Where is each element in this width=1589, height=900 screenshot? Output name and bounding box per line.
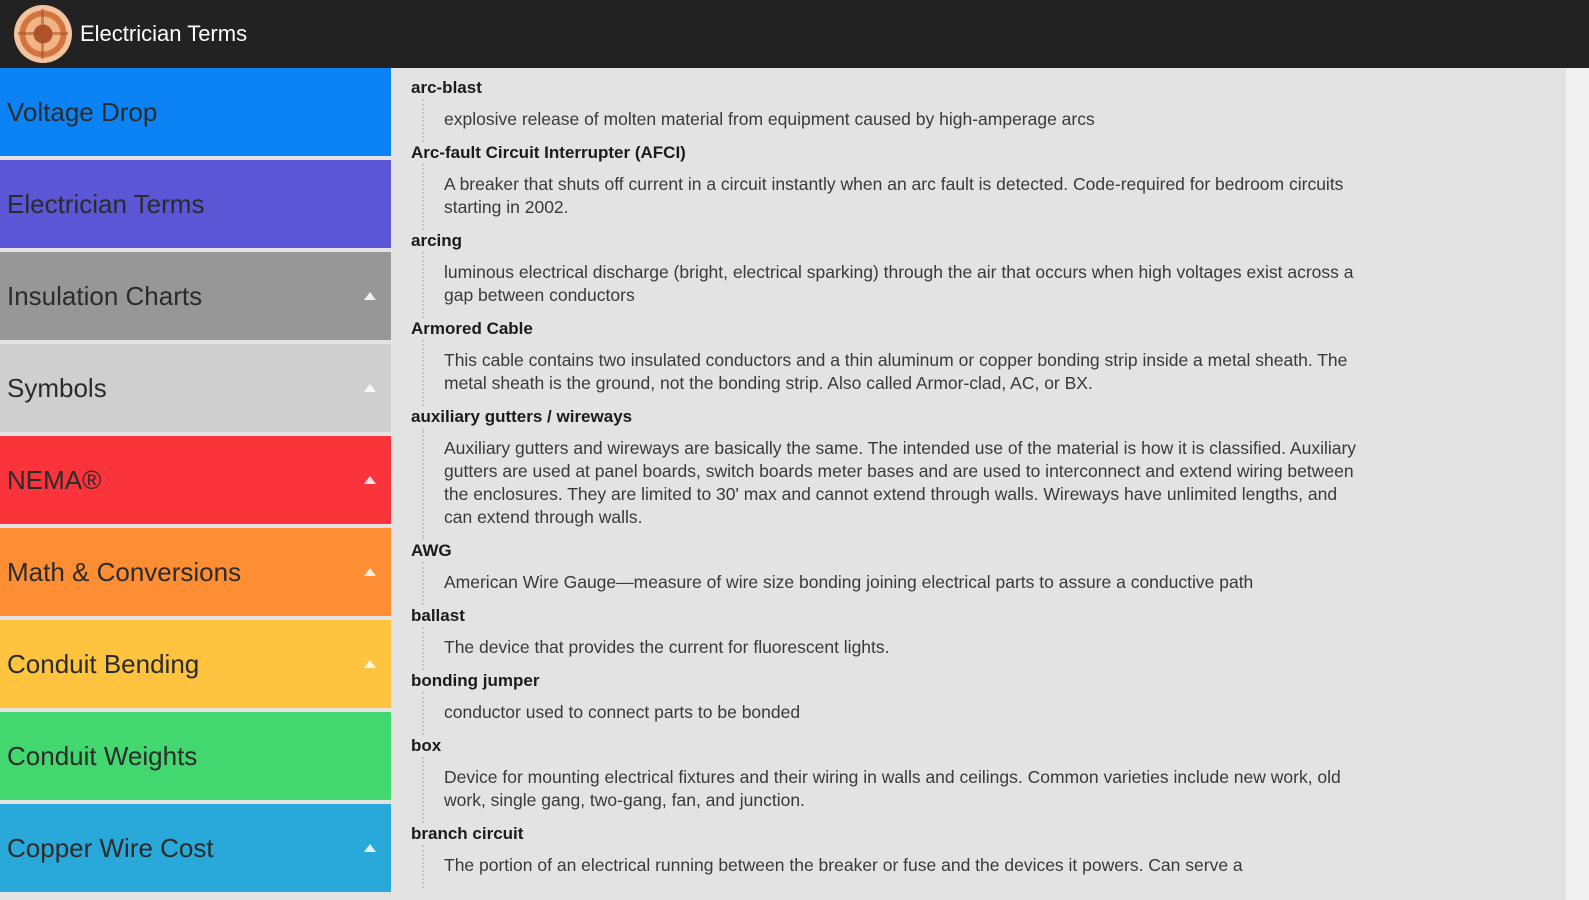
term-entry [411, 230, 1589, 318]
terms-list[interactable] [391, 68, 1589, 900]
term-name: arc-blast [411, 78, 482, 97]
term-name: auxiliary gutters / wireways [411, 407, 633, 426]
sidebar-item-label: Symbols [7, 372, 107, 403]
sidebar-item-math-conversions[interactable] [0, 528, 391, 616]
chevron-up-icon [363, 475, 377, 485]
term-definition: explosive release of molten material from equipment caused by high-amperage arcs [422, 99, 1364, 142]
term-name: box [411, 736, 442, 755]
app-logo-icon[interactable] [14, 5, 72, 63]
term-definition: conductor used to connect parts to be bonded [422, 692, 1364, 735]
term-entry [411, 735, 1589, 823]
term-definition: Auxiliary gutters and wireways are basically the same. The intended use of the material is how it is classified. Auxiliary gutters are used at panel boards, switch boards meter bases and are used to interconnect and extend wiring between the enclosures. They are limited to 30' max and cannot extend through walls. Wireways have unlimited lengths, and can extend through walls. [422, 428, 1364, 540]
chevron-up-icon [363, 291, 377, 301]
sidebar-item-label: NEMA® [7, 464, 102, 495]
term-entry [411, 670, 1589, 735]
chevron-up-icon [363, 383, 377, 393]
term-name: Arc-fault Circuit Interrupter (AFCI) [411, 143, 686, 162]
term-definition: luminous electrical discharge (bright, electrical sparking) through the air that occurs when high voltages exist across a gap between conductors [422, 252, 1364, 318]
sidebar-item-nema[interactable] [0, 436, 391, 524]
sidebar-item-label: Voltage Drop [7, 96, 158, 127]
scroll-edge [1566, 68, 1589, 900]
term-definition: This cable contains two insulated conductors and a thin aluminum or copper bonding strip inside a metal sheath. The metal sheath is the ground, not the bonding strip. Also called Armor-clad, AC, or BX. [422, 340, 1364, 406]
sidebar-item-electrician-terms[interactable] [0, 160, 391, 248]
term-entry [411, 823, 1589, 888]
term-definition: Device for mounting electrical fixtures and their wiring in walls and ceilings. Common varieties include new work, old work, single gang, two-gang, fan, and junction. [422, 757, 1364, 823]
app-bar [0, 0, 1589, 68]
term-name: bonding jumper [411, 671, 540, 690]
term-definition: The portion of an electrical running between the breaker or fuse and the devices it powers. Can serve a [422, 845, 1364, 888]
sidebar-item-insulation-charts[interactable] [0, 252, 391, 340]
sidebar-item-conduit-bending[interactable] [0, 620, 391, 708]
sidebar-item-copper-wire-cost[interactable] [0, 804, 391, 892]
chevron-up-icon [363, 843, 377, 853]
sidebar-item-label: Conduit Bending [7, 648, 200, 679]
sidebar-item-label: Insulation Charts [7, 280, 203, 311]
term-name: ballast [411, 606, 465, 625]
term-name: arcing [411, 231, 463, 250]
sidebar-item-label: Electrician Terms [7, 188, 205, 219]
chevron-up-icon [363, 567, 377, 577]
sidebar-item-symbols[interactable] [0, 344, 391, 432]
term-entry [411, 77, 1589, 142]
sidebar-item-conduit-weights[interactable] [0, 712, 391, 800]
term-name: AWG [411, 541, 452, 560]
sidebar-item-label: Copper Wire Cost [7, 832, 214, 863]
term-definition: The device that provides the current for fluorescent lights. [422, 627, 1364, 670]
term-name: branch circuit [411, 824, 524, 843]
term-entry [411, 605, 1589, 670]
term-entry [411, 142, 1589, 230]
sidebar-item-label: Conduit Weights [7, 740, 198, 771]
term-entry [411, 318, 1589, 406]
sidebar-nav [0, 68, 391, 900]
term-name: Armored Cable [411, 319, 533, 338]
term-entry [411, 406, 1589, 540]
term-entry [411, 540, 1589, 605]
sidebar-item-voltage-drop[interactable] [0, 68, 391, 156]
term-definition: American Wire Gauge—measure of wire size bonding joining electrical parts to assure a conductive path [422, 562, 1364, 605]
chevron-up-icon [363, 659, 377, 669]
term-definition: A breaker that shuts off current in a circuit instantly when an arc fault is detected. Code-required for bedroom circuits starting in 2002. [422, 164, 1364, 230]
sidebar-item-label: Math & Conversions [7, 556, 242, 587]
app-title: Electrician Terms [80, 21, 248, 46]
